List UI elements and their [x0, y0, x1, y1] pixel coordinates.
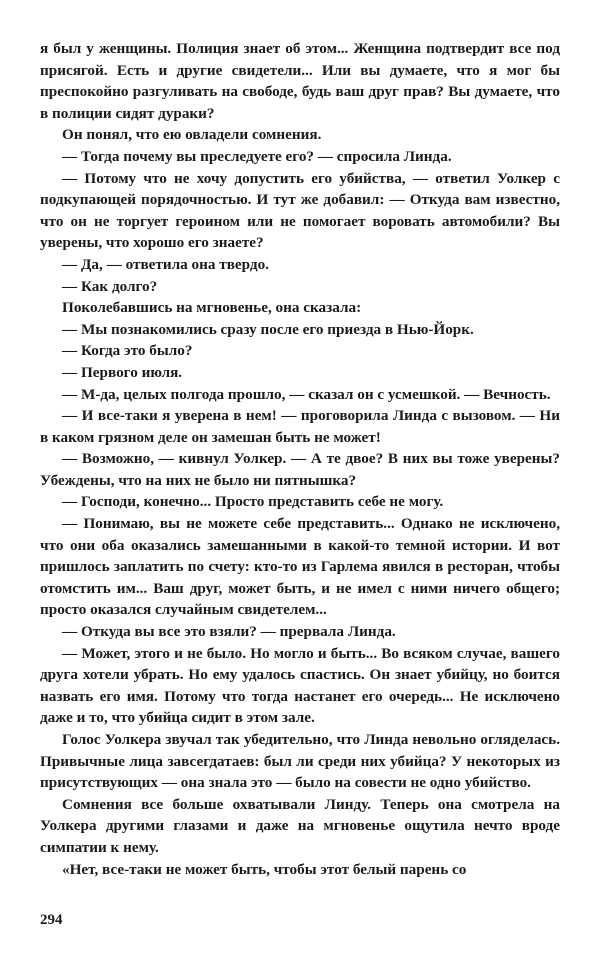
- paragraph: — Мы познакомились сразу после его приезда в Нью-Йорк.: [62, 320, 474, 338]
- paragraph: «Нет, все-таки не может быть, чтобы этот белый парень со: [62, 860, 467, 878]
- paragraph: Он понял, что ею овладели сомнения.: [62, 126, 322, 144]
- paragraph: — Господи, конечно... Просто представить себе не могу.: [62, 493, 444, 511]
- paragraph: я был у женщины. Полиция знает об этом... Женщина подтвердит все под присягой. Есть и другие свидетели... Или вы думаете, что я мог бы преспокойно разгуливать на свободе, будь ваш друг прав? Вы думаете, что в полиции сидят дураки?: [40, 40, 560, 122]
- paragraph: — Да, — ответила она твердо.: [62, 255, 269, 273]
- paragraph: Сомнения все больше охватывали Линду. Теперь она смотрела на Уолкера другими глазами и даже на мгновенье ощутила нечто вроде симпатии к нему.: [40, 795, 560, 856]
- page-number: 294: [40, 912, 63, 928]
- paragraph: — Откуда вы все это взяли? — прервала Линда.: [62, 623, 396, 641]
- paragraph: — М-да, целых полгода прошло, — сказал он с усмешкой. — Вечность.: [62, 385, 551, 403]
- paragraph: — И все-таки я уверена в нем! — проговорила Линда с вызовом. — Ни в каком грязном деле он замешан быть не может!: [40, 407, 560, 446]
- paragraph: — Когда это было?: [62, 342, 193, 360]
- paragraph: — Потому что не хочу допустить его убийства, — ответил Уолкер с подкупающей порядочностью. И тут же добавил: — Откуда вам известно, что он не торгует героином или не помогает воровать автомобили? Вы уверены, что хорошо его знаете?: [40, 169, 560, 252]
- paragraph: — Может, этого и не было. Но могло и быть... Во всяком случае, вашего друга хотели убрать. Но ему удалось спастись. Он знает убийцу, но боится назвать его имя. Потому что тогда настанет его очередь... Не исключено даже и то, что убийца сидит в этом зале.: [40, 644, 560, 727]
- page-text: [40, 38, 560, 880]
- paragraph: — Возможно, — кивнул Уолкер. — А те двое? В них вы тоже уверены? Убеждены, что на них не было ни пятнышка?: [40, 450, 560, 489]
- paragraph: — Понимаю, вы не можете себе представить... Однако не исключено, что они оба оказались замешанными в какой-то темной истории. И вот пришлось заплатить по счету: кто-то из Гарлема явился в ресторан, чтобы отомстить им... Ваш друг, может быть, и не имел с ними ничего общего; просто оказался случайным свидетелем...: [40, 515, 560, 619]
- paragraph: Поколебавшись на мгновенье, она сказала:: [62, 299, 362, 317]
- paragraph: Голос Уолкера звучал так убедительно, что Линда невольно огляделась. Привычные лица завсегдатаев: был ли среди них убийца? У некоторых из присутствующих — она знала это — было на совести не одно убийство.: [40, 731, 560, 792]
- paragraph: — Первого июля.: [62, 363, 183, 381]
- paragraph: — Тогда почему вы преследуете его? — спросила Линда.: [62, 147, 452, 165]
- paragraph: — Как долго?: [62, 277, 158, 295]
